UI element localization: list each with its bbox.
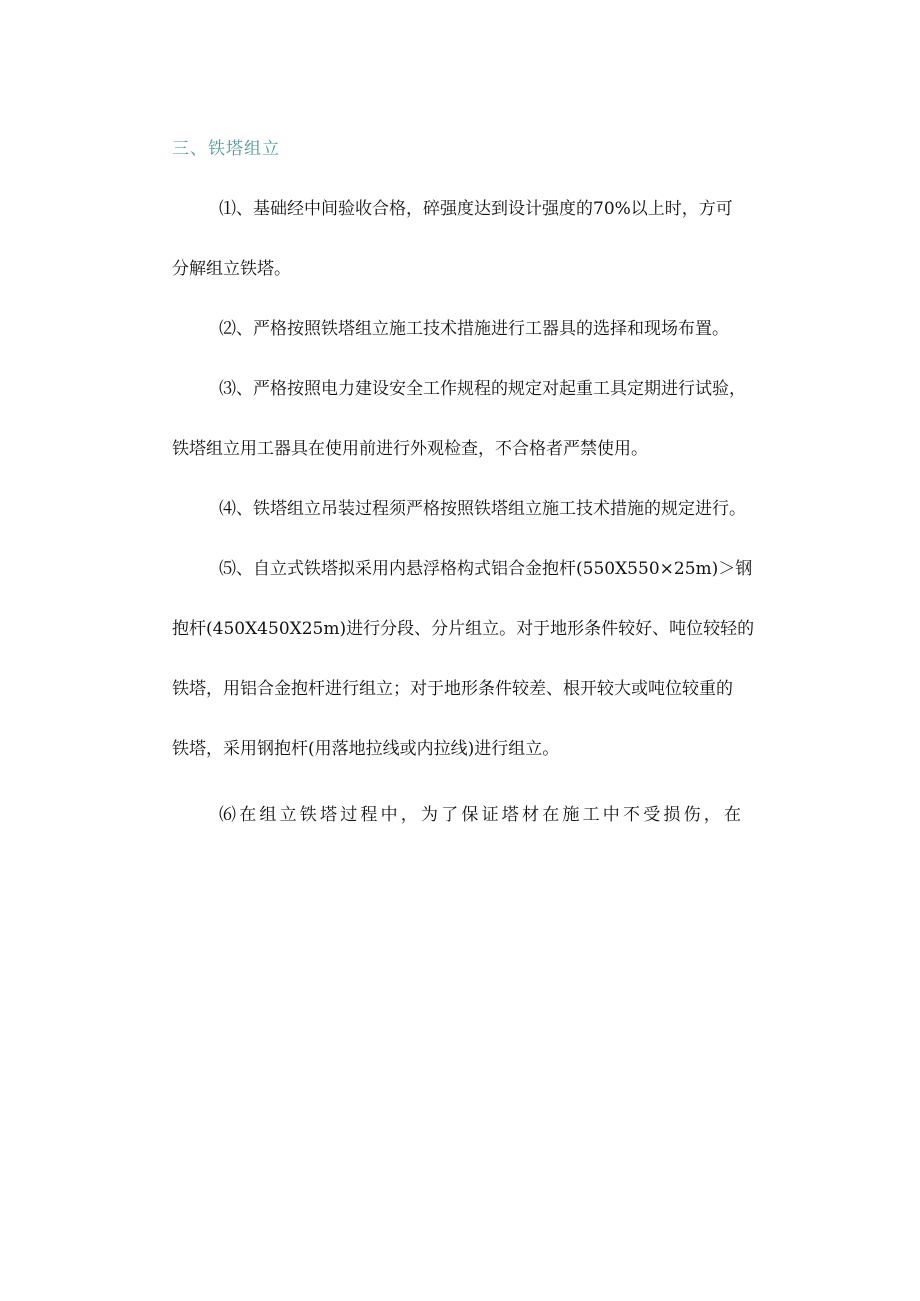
- paragraph-line: ⑶、严格按照电力建设安全工作规程的规定对起重工具定期进行试验，: [219, 379, 746, 399]
- paragraph-line: ⑵、严格按照铁塔组立施工技术措施进行工器具的选择和现场布置。: [219, 319, 729, 339]
- paragraph-line: ⑸、自立式铁塔拟采用内悬浮格构式铝合金抱杆(550X550×25m)＞钢: [219, 559, 753, 579]
- paragraph-line: 抱杆(450X450X25m)进行分段、分片组立。对于地形条件较好、吨位较轻的: [172, 619, 755, 639]
- paragraph-line: 铁塔组立用工器具在使用前进行外观检查，不合格者严禁使用。: [172, 439, 648, 459]
- paragraph-line: ⑷、铁塔组立吊装过程须严格按照铁塔组立施工技术措施的规定进行。: [219, 499, 746, 519]
- paragraph-line: 铁塔，用铝合金抱杆进行组立；对于地形条件较差、根开较大或吨位较重的: [172, 679, 733, 699]
- paragraph-line: 分解组立铁塔。: [172, 259, 291, 279]
- paragraph-line: ⑹在组立铁塔过程中，为了保证塔材在施工中不受损伤，在: [219, 805, 745, 825]
- paragraph-line: 铁塔，采用钢抱杆(用落地拉线或内拉线)进行组立。: [172, 739, 560, 759]
- paragraph-line: ⑴、基础经中间验收合格，碎强度达到设计强度的70%以上时，方可: [219, 199, 733, 219]
- section-heading: 三、铁塔组立: [172, 139, 280, 159]
